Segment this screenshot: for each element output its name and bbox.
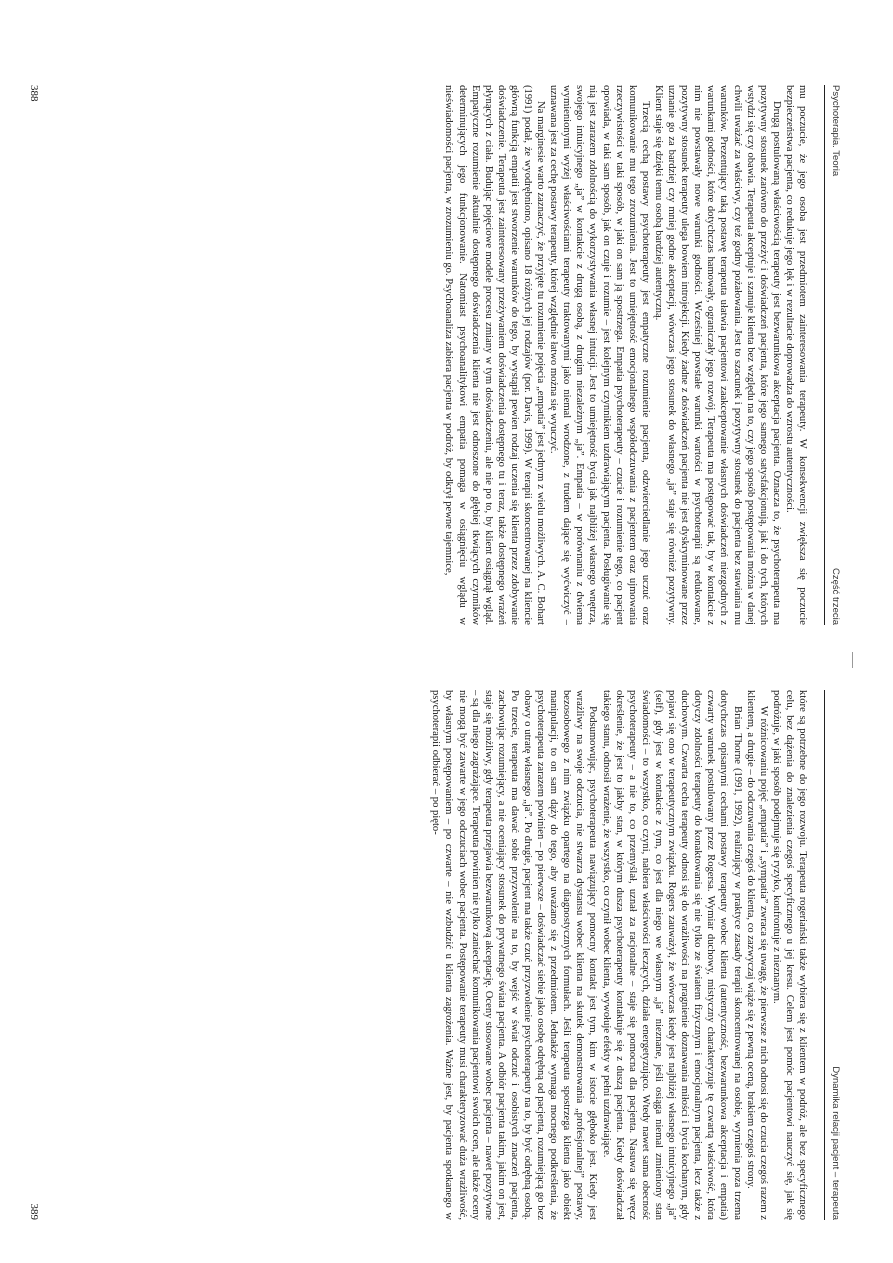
gutter-mark [852, 652, 853, 668]
running-head [827, 690, 841, 1220]
paragraph: Trzecią cechą postawy psychoterapeuty jest empatyczne rozumienie pacjenta, odzwierciedlanie jego uczuć oraz komunikowanie mu tego zrozumienia. Jest to umiejętność emocjonalnego współodczuwania z pacjentem oraz ujmowania rzeczywistości w taki sposób, w jaki on sam ją spostrzega. Empatia psychoterapeuty – czucie i rozumienie tego, co pacjent opowiada, w taki sam sposób, jak on czuje i rozumie – jest kolejnym czynnikiem uzdrawiającym pacjenta. Posługiwanie się nią jest zarazem zdolnością do wykorzystywania własnej intuicji. Jest to umiejętność bycia jak najbliżej własnego wnętrza, swojego intuicyjnego „ja” w kontakcie z drugą osobą, z drugim niezależnym „ja”. Empatia – w porównaniu z dwiema wymienionymi wyżej właściwościami terapeuty traktowanymi jako niemal wrodzone, z trudem dające się wyćwiczyć – uznawana jest za cechę postawy terapeuty, której względnie łatwo można się wyuczyć. [548, 85, 651, 625]
left-page-body [70, 85, 809, 625]
paragraph: mu poczucie, że jego osoba jest przedmiotem zainteresowania terapeuty. W konsekwencji zwiększa się poczucie bezpieczeństwa pacjenta, co redukuje jego lęk i w rezultacie doprowadza do wzrostu autentyczności. [783, 85, 808, 625]
paragraph: Na marginesie warto zaznaczyć, że przyjęte tu rozumienie pojęcia „empatia” jest jednym z wielu możliwych. A. C. Bohart (1991) podał, że wyodrębniono, opisano 18 różnych jej rodzajów (por. Davis, 1999). W terapii skoncentrowanej na kliencie główną funkcją empatii jest stworzenie warunków do tego, by wystąpił pewien rodzaj uczenia się klienta przez zdobywanie doświadczenie. Terapeuta jest zainteresowany przeżywaniem doświadczenia dostępnego tu i teraz, także dostępnego wrażeń płynących z ciała. Budując pojęciowe modele procesu zmiany w tym doświadczeniu, ale nie po to, by klient osiągnął wgląd. Empatyczne rozumienie aktualnie dostępnego doświadczenia klienta nie jest odnoszone do głębiej tkwiących czynników determinujących jego funkcjonowanie. Natomiast psychoanalitykowi empatia pomaga w osiągnięciu wglądu w nieświadomości pacjenta, w zrozumieniu go. Psychoanaliza zabiera pacjenta w podróż, by odkrył pewne tajemnice, [443, 85, 547, 625]
left-page [0, 85, 893, 625]
header-book-title: Psychoterapia. Teoria [830, 85, 841, 177]
paragraph: Podsumowując, psychoterapeuta nawiązujący pomocny kontakt jest tym, kim w istocie głęboko jest. Kiedy jest wrażliwy na swoje odczucia, nie stwarza dystansu wobec klienta na skutek demonstrowania „profesjonalnej” postawy, bezosobowego z nim związku opartego na diagnostycznych formułach. Jeśli terapeuta spostrzega klienta jako obiekt manipulacji, to on sam dąży do tego, aby uważano się z przedmiotem. Jednakże wymaga mocnego podkreślenia, że psychoterapeuta zarazem powinien – po pierwsze – doświadczać siebie jako osobę odrębną od pacjenta, rozumiejącą go bez obawy o utratę własnego „ja”. Po drugie, pacjent ma także czuć przyzwolenie psychoterapeuty na to, by być odrębną osobą. Po trzecie, terapeuta ma dawać sobie przyzwolenie na to, by wejść w świat odczuć i osobistych znaczeń pacjenta, zachowując rozumiejący, a nie oceniający stosunek do prywatnego świata pacjenta. A odbiór pacjenta takim, jakim on jest, staje się możliwy, gdy terapeuta przejawia bezwarunkową akceptację. Oceny stosowane wobec pacjenta – nawet pozytywne – są dla niego zagrażające. Terapeuta powinien nie tylko zaniechać komunikowania pacjentowi swoich ocen, ale także oceny nie mogą być zawarte w jego odczuciach wobec pacjenta. Postępowanie terapeuty musi charakteryzować duża wrażliwość, by własnym postępowaniem – po czwarte – nie wzbudzić u klienta zagrożenia. Ważne jest, by pacjenta spotkanego w psychoterapii odbierać – po pięto- [430, 690, 599, 1220]
paragraph: W różnicowaniu pojęć „empatia” i „sympatia” zwraca się uwagę, że pierwsze z nich odnosi się do czucia czegoś razem z klientem, a drugie – do odczuwania czegoś do klienta, co zazwyczaj wiąże się z pewną oceną, brakiem czegoś strony. [744, 690, 769, 1220]
paragraph: które są potrzebne do jego rozwoju. Terapeuta rogeriański także wybiera się z klientem w podróż, ale bez specyficznego celu, bez dążenia do znalezienia czegoś specyficznego u jej kresu. Celem jest pomóc pacjentowi nauczyć się, jak się podróżuje, w jaki sposób podejmuje się ryzyko, konfrontuje z nieznanym. [770, 690, 808, 1220]
page-number: 388 [28, 85, 40, 102]
right-page [0, 690, 893, 1220]
paragraph: Brian Thorne (1991, 1992), realizujący w praktyce zasady terapii skoncentrowanej na osobie, wymienia poza trzema dotychczas opisanymi cechami postawy terapeuty wobec klienta (autentyczność, bezwarunkowa akceptacja i empatia) czwarty warunek postulowany przez Rogersa. Wymiar duchowy, mistyczny charakteryzuje tę czwartą właściwość, która dotyczy zdolności terapeuty do konaktowania się nie tylko ze światem fizycznym i emocjonalnym pacjenta, lecz także z duchowym. Czwarta cecha terapeuty odnosi się do wrażliwości na pragnienie doznawania miłości i bycia kochanym, gdy pojawi się ono w terapeutycznym związku. Rogers zauważył, że wówczas kiedy jest najbliżej własnego intuicyjnego „ja” (self), gdy jest w kontakcie z tym, co jest dla niego we własnym „ja” nieznane, jeśli osiąga niemal zmieniony stan świadomości – to wszystko, co czyni, nabiera właściwości leczących, działa energetyzująco. Wtedy nawet sama obecność psychoterapeuty – a nie to, co przemyślał, uznał za racjonalne – staje się pomocna dla pacjenta. Nasuwa się wręcz określenie, że jest to jakby stan, w którym dusza psychoterapeuty kontaktuje się z duszą pacjenta. Kiedy doświadczał takiego stanu, odnosił wrażenie, że wszystko, co czynił wobec klienta, wywołuje efekty w pełni uzdrawiające. [600, 690, 743, 1220]
header-rule [824, 690, 825, 1220]
paragraph: Drugą postulowaną właściwością terapeuty jest bezwarunkowa akceptacja pacjenta. Oznacza to, że psychoterapeuta ma pozytywny stosunek zarówno do przeżyć i doświadczeń pacjenta, które jego samego satysfakcjonują, jak i do tych, których wstydzi się czy obawia. Terapeuta akceptuje i szanuje klienta bez względu na to, czy jego sposób postępowania można w danej chwili uważać za właściwy, czy też godny pożałowania. Jest to szacunek i pozytywny stosunek do pacjenta bez stawiania mu warunków. Prezentujący taką postawę terapeuta ułatwia pacjentowi zaakceptowanie własnych doświadczeń niezgodnych z warunkami godności, które dotychczas hamowały, ograniczały jego rozwój. Terapeuta ma postępować tak, by w kontakcie z nim nie powstawały nowe warunki godności. Wcześniej powstałe warunki wartości w psychoterapii są redukowane, pozytywny stosunek terapeuty ulega bowiem introjekcji. Kiedy żadne z doświadczeń pacjenta nie jest dyskryminowane przez uznanie go za bardziej czy mniej godne akceptacji, wówczas jego stosunek do własnego „ja” staje się również pozytywny. Klient staje się dzięki temu osobą bardziej autentyczną. [652, 85, 782, 625]
header-chapter-title: Dynamika relacji pacjent – terapeuta [830, 1066, 841, 1220]
header-part-title: Część trzecia [830, 567, 841, 625]
page-number: 389 [28, 1203, 40, 1220]
running-head [827, 85, 841, 625]
right-page-body [70, 690, 809, 1220]
header-rule [824, 85, 825, 625]
